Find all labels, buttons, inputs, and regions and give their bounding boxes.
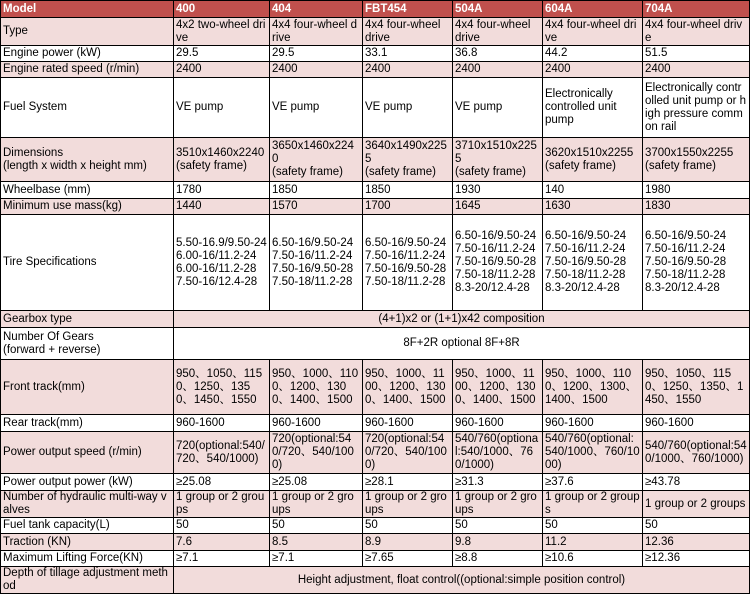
- fuel-tank-row: [1, 518, 750, 534]
- row-label: Fuel System: [1, 78, 174, 138]
- spec-cell: ≥43.78: [643, 474, 750, 491]
- spec-cell: 960-1600: [363, 415, 453, 432]
- spec-cell: ≥7.1: [270, 551, 363, 567]
- row-label: Front track(mm): [1, 360, 174, 415]
- spec-cell: ≥31.3: [453, 474, 543, 491]
- spec-cell: 9.8: [453, 534, 543, 551]
- engine-power-row: [1, 46, 750, 62]
- spec-cell: 3710x1510x2255 (safety frame): [453, 138, 543, 182]
- merged-cell: Height adjustment, float control((optional:simple position control): [174, 567, 750, 594]
- spec-cell: 2400: [543, 62, 643, 78]
- row-label: Type: [1, 18, 174, 46]
- engine-speed-row: [1, 62, 750, 78]
- dimensions-row: [1, 138, 750, 182]
- pto-speed-row: [1, 432, 750, 474]
- spec-cell: 29.5: [270, 46, 363, 62]
- mass-row: [1, 199, 750, 215]
- spec-cell: 6.50-16/9.50-24 7.50-16/11.2-24 7.50-16/9.50-28 7.50-18/11.2-28 8.3-20/12.4-28: [643, 215, 750, 311]
- spec-cell: ≥25.08: [174, 474, 270, 491]
- model-header: 704A: [643, 1, 750, 18]
- spec-cell: ≥12.36: [643, 551, 750, 567]
- spec-cell: 720(optional:540/720、540/1000): [270, 432, 363, 474]
- spec-cell: 4x2 two-wheel drive: [174, 18, 270, 46]
- spec-cell: 1700: [363, 199, 453, 215]
- spec-cell: 50: [453, 518, 543, 534]
- row-label: Number of hydraulic multi-way valves: [1, 491, 174, 518]
- spec-cell: 1 group or 2 groups: [270, 491, 363, 518]
- spec-cell: ≥7.65: [363, 551, 453, 567]
- spec-cell: 960-1600: [543, 415, 643, 432]
- spec-cell: 140: [543, 182, 643, 199]
- spec-cell: 1570: [270, 199, 363, 215]
- spec-cell: 540/760(optional:540/1000、760/1000): [453, 432, 543, 474]
- spec-cell: 50: [543, 518, 643, 534]
- row-label: Gearbox type: [1, 311, 174, 328]
- spec-cell: 4x4 four-wheel drive: [363, 18, 453, 46]
- pto-power-row: [1, 474, 750, 491]
- spec-cell: 33.1: [363, 46, 453, 62]
- spec-cell: 3640x1490x2255 (safety frame): [363, 138, 453, 182]
- spec-cell: 11.2: [543, 534, 643, 551]
- gearbox-row: [1, 311, 750, 328]
- spec-cell: 950、1000、1100、1200、1300、1400、1500: [453, 360, 543, 415]
- spec-cell: Electronically controlled unit pump or high pressure common rail: [643, 78, 750, 138]
- spec-cell: 1850: [363, 182, 453, 199]
- spec-cell: VE pump: [363, 78, 453, 138]
- spec-cell: Electronically controlled unit pump: [543, 78, 643, 138]
- model-header: 404: [270, 1, 363, 18]
- spec-cell: 2400: [174, 62, 270, 78]
- tillage-depth-row: [1, 567, 750, 594]
- spec-cell: 1850: [270, 182, 363, 199]
- spec-cell: 12.36: [643, 534, 750, 551]
- spec-cell: 1780: [174, 182, 270, 199]
- spec-cell: 5.50-16.9/9.50-24 6.00-16/11.2-24 6.00-16/11.2-28 7.50-16/12.4-28: [174, 215, 270, 311]
- row-label: Depth of tillage adjustment method: [1, 567, 174, 594]
- row-label: Engine rated speed (r/min): [1, 62, 174, 78]
- spec-cell: 960-1600: [453, 415, 543, 432]
- row-label: Dimensions (length x width x height mm): [1, 138, 174, 182]
- model-header: FBT454: [363, 1, 453, 18]
- model-header: 400: [174, 1, 270, 18]
- spec-cell: ≥7.1: [174, 551, 270, 567]
- spec-cell: VE pump: [174, 78, 270, 138]
- spec-cell: 950、1000、1100、1200、1300、1400、1500: [270, 360, 363, 415]
- spec-cell: 36.8: [453, 46, 543, 62]
- spec-cell: 8.5: [270, 534, 363, 551]
- spec-cell: 540/760(optional:540/1000、760/1000): [543, 432, 643, 474]
- spec-cell: 2400: [363, 62, 453, 78]
- spec-cell: 2400: [270, 62, 363, 78]
- spec-cell: 950、1000、1100、1200、1300、1400、1500: [543, 360, 643, 415]
- row-label: Engine power (kW): [1, 46, 174, 62]
- row-label: Fuel tank capacity(L): [1, 518, 174, 534]
- spec-cell: 1440: [174, 199, 270, 215]
- spec-cell: 2400: [643, 62, 750, 78]
- row-label: Tire Specifications: [1, 215, 174, 311]
- spec-cell: ≥37.6: [543, 474, 643, 491]
- spec-cell: 950、1000、1100、1200、1300、1400、1500: [363, 360, 453, 415]
- row-label: Minimum use mass(kg): [1, 199, 174, 215]
- spec-cell: 1645: [453, 199, 543, 215]
- spec-cell: 50: [643, 518, 750, 534]
- spec-cell: 3620x1510x2255 (safety frame): [543, 138, 643, 182]
- spec-cell: 1980: [643, 182, 750, 199]
- spec-cell: 1 group or 2 groups: [363, 491, 453, 518]
- spec-cell: 7.6: [174, 534, 270, 551]
- spec-cell: 4x4 four-wheel drive: [643, 18, 750, 46]
- row-label: Rear track(mm): [1, 415, 174, 432]
- spec-cell: 6.50-16/9.50-24 7.50-16/11.2-24 7.50-16/9.50-28 7.50-18/11.2-28 8.3-20/12.4-28: [543, 215, 643, 311]
- spec-cell: 29.5: [174, 46, 270, 62]
- spec-cell: 1630: [543, 199, 643, 215]
- merged-cell: (4+1)x2 or (1+1)x42 composition: [174, 311, 750, 328]
- spec-cell: 44.2: [543, 46, 643, 62]
- spec-cell: 4x4 four-wheel drive: [543, 18, 643, 46]
- row-label: Maximum Lifting Force(KN): [1, 551, 174, 567]
- rear-track-row: [1, 415, 750, 432]
- spec-cell: 1 group or 2 groups: [453, 491, 543, 518]
- spec-cell: 50: [270, 518, 363, 534]
- spec-cell: 8.9: [363, 534, 453, 551]
- spec-cell: 50: [174, 518, 270, 534]
- header-row: [1, 1, 750, 18]
- spec-cell: 960-1600: [270, 415, 363, 432]
- spec-cell: ≥8.8: [453, 551, 543, 567]
- spec-cell: 1 group or 2 groups: [174, 491, 270, 518]
- header-label: Model: [1, 1, 174, 18]
- traction-row: [1, 534, 750, 551]
- spec-cell: 50: [363, 518, 453, 534]
- spec-cell: 3510x1460x2240 (safety frame): [174, 138, 270, 182]
- spec-cell: 3650x1460x2240 (safety frame): [270, 138, 363, 182]
- spec-cell: 1 group or 2 groups: [643, 491, 750, 518]
- model-header: 604A: [543, 1, 643, 18]
- spec-cell: 6.50-16/9.50-24 7.50-16/11.2-24 7.50-16/9.50-28 7.50-18/11.2-28: [270, 215, 363, 311]
- row-label: Power output power (kW): [1, 474, 174, 491]
- spec-cell: 6.50-16/9.50-24 7.50-16/11.2-24 7.50-16/9.50-28 7.50-18/11.2-28: [363, 215, 453, 311]
- gears-row: [1, 328, 750, 360]
- tire-row: [1, 215, 750, 311]
- spec-cell: 4x4 four-wheel drive: [453, 18, 543, 46]
- row-label: Wheelbase (mm): [1, 182, 174, 199]
- spec-cell: 51.5: [643, 46, 750, 62]
- spec-cell: 2400: [453, 62, 543, 78]
- spec-cell: ≥25.08: [270, 474, 363, 491]
- spec-cell: 720(optional:540/720、540/1000): [174, 432, 270, 474]
- spec-cell: 1930: [453, 182, 543, 199]
- spec-cell: 950、1050、1150、1250、1350、1450、1550: [174, 360, 270, 415]
- spec-cell: 540/760(optional:540/1000、760/1000): [643, 432, 750, 474]
- spec-cell: 960-1600: [174, 415, 270, 432]
- spec-cell: ≥28.1: [363, 474, 453, 491]
- spec-cell: VE pump: [270, 78, 363, 138]
- spec-cell: VE pump: [453, 78, 543, 138]
- row-label: Power output speed (r/min): [1, 432, 174, 474]
- hydraulic-valves-row: [1, 491, 750, 518]
- wheelbase-row: [1, 182, 750, 199]
- spec-cell: 960-1600: [643, 415, 750, 432]
- spec-cell: 4x4 four-wheel drive: [270, 18, 363, 46]
- type-row: [1, 18, 750, 46]
- lifting-force-row: [1, 551, 750, 567]
- spec-cell: 1 group or 2 groups: [543, 491, 643, 518]
- spec-cell: 3700x1550x2255 (safety frame): [643, 138, 750, 182]
- spec-cell: 1830: [643, 199, 750, 215]
- row-label: Traction (KN): [1, 534, 174, 551]
- spec-cell: 720(optional:540/720、540/1000): [363, 432, 453, 474]
- fuel-system-row: [1, 78, 750, 138]
- spec-cell: 6.50-16/9.50-24 7.50-16/11.2-24 7.50-16/9.50-28 7.50-18/11.2-28 8.3-20/12.4-28: [453, 215, 543, 311]
- spec-cell: 950、1050、1150、1250、1350、1450、1550: [643, 360, 750, 415]
- model-header: 504A: [453, 1, 543, 18]
- spec-cell: ≥10.6: [543, 551, 643, 567]
- merged-cell: 8F+2R optional 8F+8R: [174, 328, 750, 360]
- front-track-row: [1, 360, 750, 415]
- row-label: Number Of Gears (forward + reverse): [1, 328, 174, 360]
